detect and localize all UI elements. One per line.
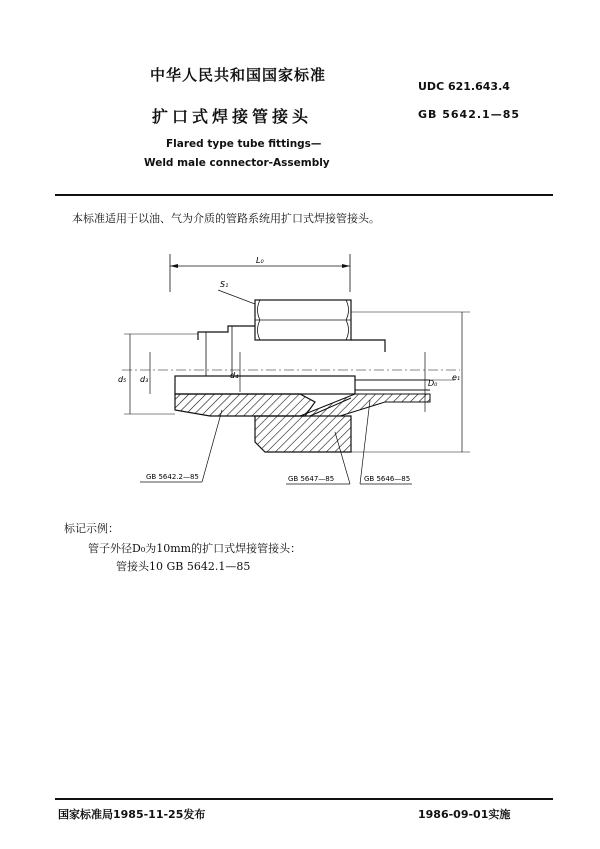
document-title: 扩口式焊接管接头 [152, 107, 313, 126]
gb-number: GB 5642.1—85 [418, 108, 520, 121]
issue-date: 国家标准局1985-11-25发布 [58, 808, 206, 821]
dim-d4-label: d₄ [230, 371, 239, 380]
marking-heading: 标记示例： [64, 522, 119, 535]
implementation-date: 1986-09-01实施 [418, 808, 511, 821]
dim-d5-label: d₅ [118, 375, 127, 384]
callout-nut: GB 5647—85 [288, 475, 335, 483]
english-title-line2: Weld male connector-Assembly [144, 157, 330, 169]
footer-divider [55, 798, 553, 800]
dim-d0-label: D₀ [428, 379, 438, 388]
english-title-line1: Flared type tube fittings— [166, 138, 322, 150]
standard-type: 中华人民共和国国家标准 [150, 66, 327, 84]
dim-length-label: L₀ [256, 256, 264, 265]
callout-body: GB 5642.2—85 [146, 473, 199, 481]
dim-s1-label: S₁ [220, 280, 229, 289]
marking-example: 管接头10 GB 5642.1—85 [116, 560, 251, 573]
header-divider [55, 194, 553, 196]
dim-d3-label: d₃ [140, 375, 149, 384]
scope-statement: 本标准适用于以油、气为介质的管路系统用扩口式焊接管接头。 [72, 212, 380, 225]
udc-number: UDC 621.643.4 [418, 80, 510, 93]
assembly-drawing [110, 252, 490, 497]
dim-e1-label: e₁ [452, 373, 461, 382]
marking-description: 管子外径D₀为10mm的扩口式焊接管接头： [88, 542, 302, 555]
callout-sleeve: GB 5646—85 [364, 475, 411, 483]
